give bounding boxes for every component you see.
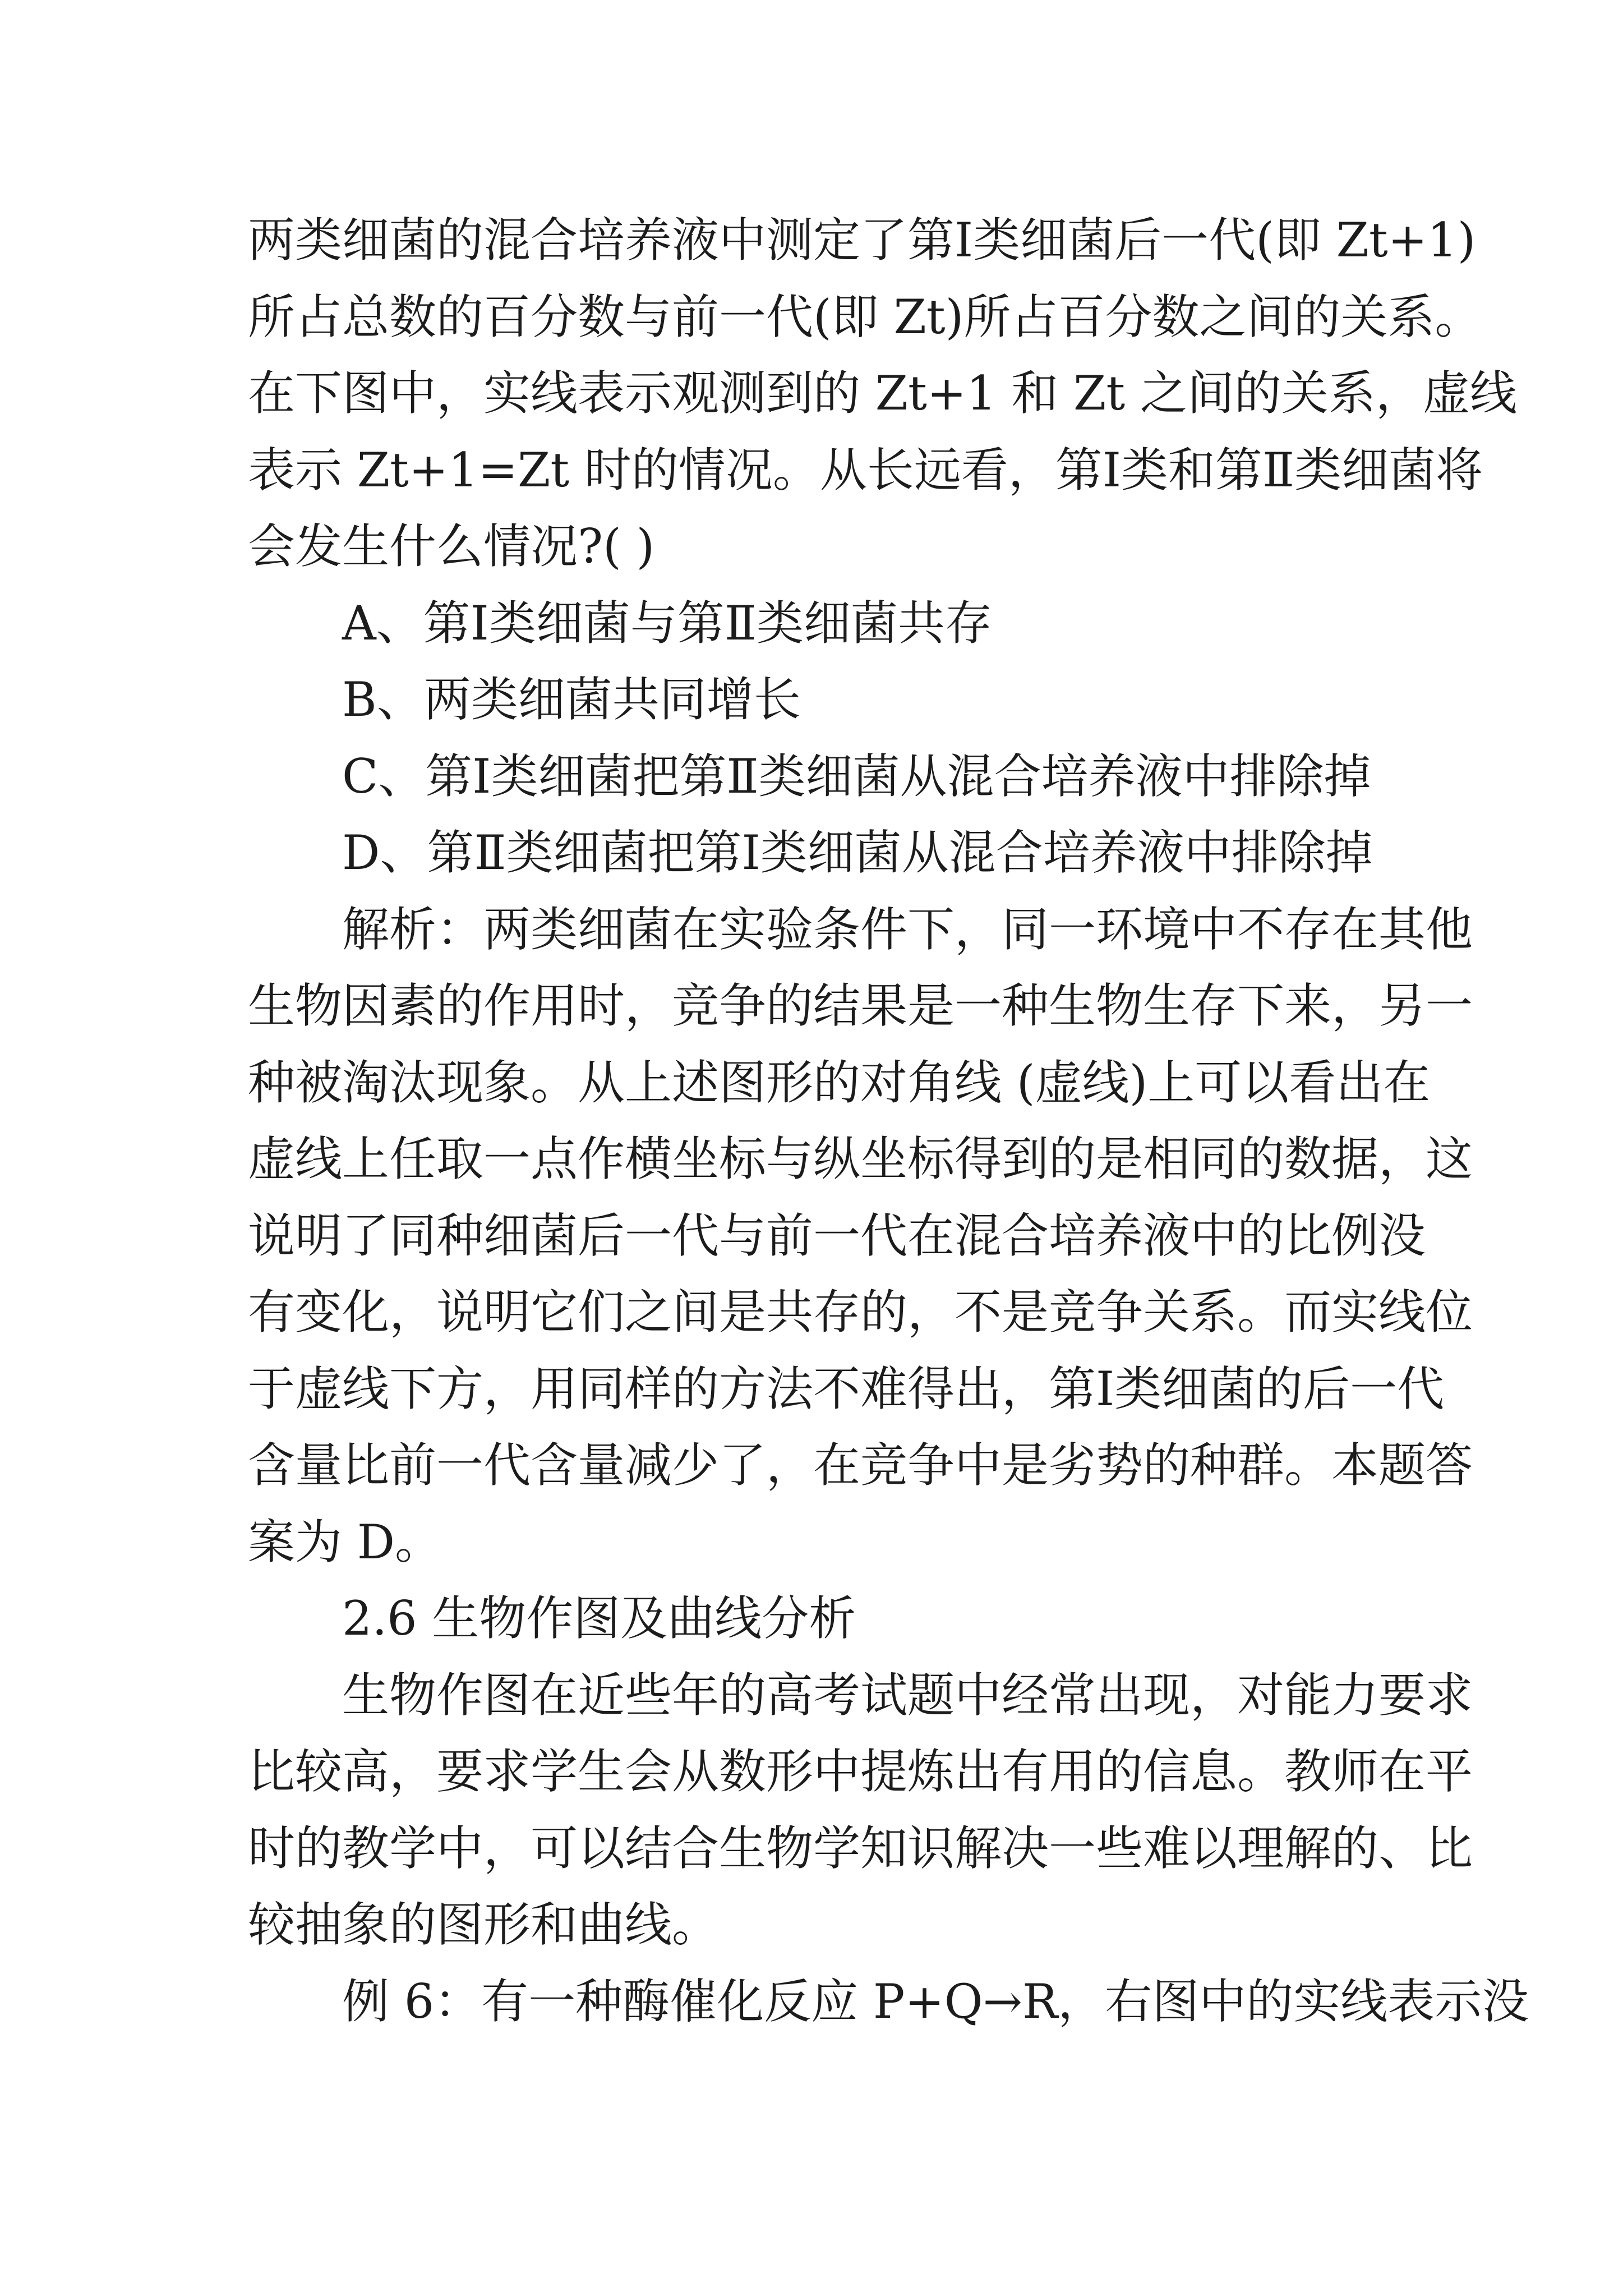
text-line: 说明了同种细菌后一代与前一代在混合培养液中的比例没 [248, 1208, 1426, 1263]
section-paragraph: 生物作图在近些年的高考试题中经常出现，对能力要求 [342, 1667, 1473, 1723]
text-line: 于虚线下方，用同样的方法不难得出，第Ⅰ类细菌的后一代 [248, 1361, 1445, 1416]
text-line: 所占总数的百分数与前一代(即 Zt)所占百分数之间的关系。 [248, 289, 1482, 344]
text-line: 有变化，说明它们之间是共存的，不是竞争关系。而实线位 [248, 1285, 1473, 1340]
analysis-paragraph: 解析：两类细菌在实验条件下，同一环境中不存在其他 [342, 901, 1473, 957]
text-line: 含量比前一代含量减少了，在竞争中是劣势的种群。本题答 [248, 1438, 1473, 1493]
text-line: 虚线上任取一点作横坐标与纵坐标得到的是相同的数据，这 [248, 1131, 1473, 1186]
text-line: 会发生什么情况?( ) [248, 519, 655, 574]
text-line: 时的教学中，可以结合生物学知识解决一些难以理解的、比 [248, 1820, 1473, 1876]
option-a: A、第Ⅰ类细菌与第Ⅱ类细菌共存 [342, 595, 992, 651]
example-paragraph: 例 6：有一种酶催化反应 P+Q→R，右图中的实线表示没 [342, 1973, 1529, 2029]
text-line: 较抽象的图形和曲线。 [248, 1897, 720, 1952]
text-line: 两类细菌的混合培养液中测定了第Ⅰ类细菌后一代(即 Zt+1) [248, 213, 1476, 268]
body-text [248, 202, 1529, 2040]
option-d: D、第Ⅱ类细菌把第Ⅰ类细菌从混合培养液中排除掉 [342, 825, 1373, 880]
section-heading: 2.6 生物作图及曲线分析 [342, 1591, 856, 1646]
text-line: 种被淘汰现象。从上述图形的对角线 (虚线)上可以看出在 [248, 1055, 1431, 1110]
text-line: 案为 D。 [248, 1514, 442, 1570]
option-b: B、两类细菌共同增长 [342, 672, 801, 727]
text-line: 比较高，要求学生会从数形中提炼出有用的信息。教师在平 [248, 1744, 1473, 1799]
text-line: 表示 Zt+1=Zt 时的情况。从长远看，第Ⅰ类和第Ⅱ类细菌将 [248, 442, 1483, 498]
text-line: 生物因素的作用时，竞争的结果是一种生物生存下来，另一 [248, 978, 1473, 1033]
option-c: C、第Ⅰ类细菌把第Ⅱ类细菌从混合培养液中排除掉 [342, 748, 1371, 804]
text-line: 在下图中，实线表示观测到的 Zt+1 和 Zt 之间的关系，虚线 [248, 366, 1517, 421]
